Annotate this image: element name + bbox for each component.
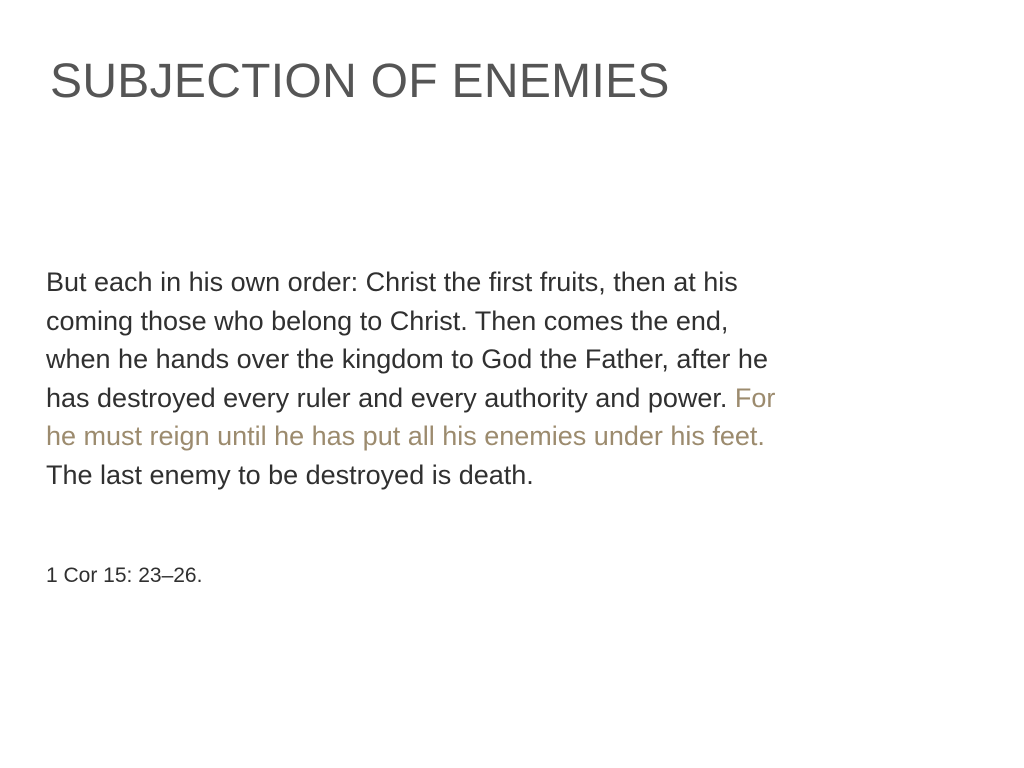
passage-text: The last enemy to be destroyed is death.	[46, 459, 534, 490]
scripture-reference: 1 Cor 15: 23–26.	[46, 564, 203, 587]
highlighted-passage-text: he must reign until he has put all his enemies under his feet.	[46, 421, 765, 451]
passage-text: coming those who belong to Christ. Then comes the end,	[46, 305, 729, 336]
slide-title: SUBJECTION OF ENEMIES	[50, 55, 670, 108]
passage-line	[46, 302, 926, 341]
passage-line	[46, 379, 926, 418]
passage-text: when he hands over the kingdom to God the Father, after he	[46, 344, 768, 374]
scripture-passage	[46, 263, 926, 494]
passage-line	[46, 340, 926, 379]
passage-text: But each in his own order: Christ the first fruits, then at his	[46, 267, 738, 297]
highlighted-passage-line	[46, 417, 926, 456]
passage-text: has destroyed every ruler and every authority and power.	[46, 382, 735, 413]
passage-line	[46, 456, 926, 495]
passage-line	[46, 263, 926, 302]
highlighted-passage-text: For	[734, 382, 776, 413]
